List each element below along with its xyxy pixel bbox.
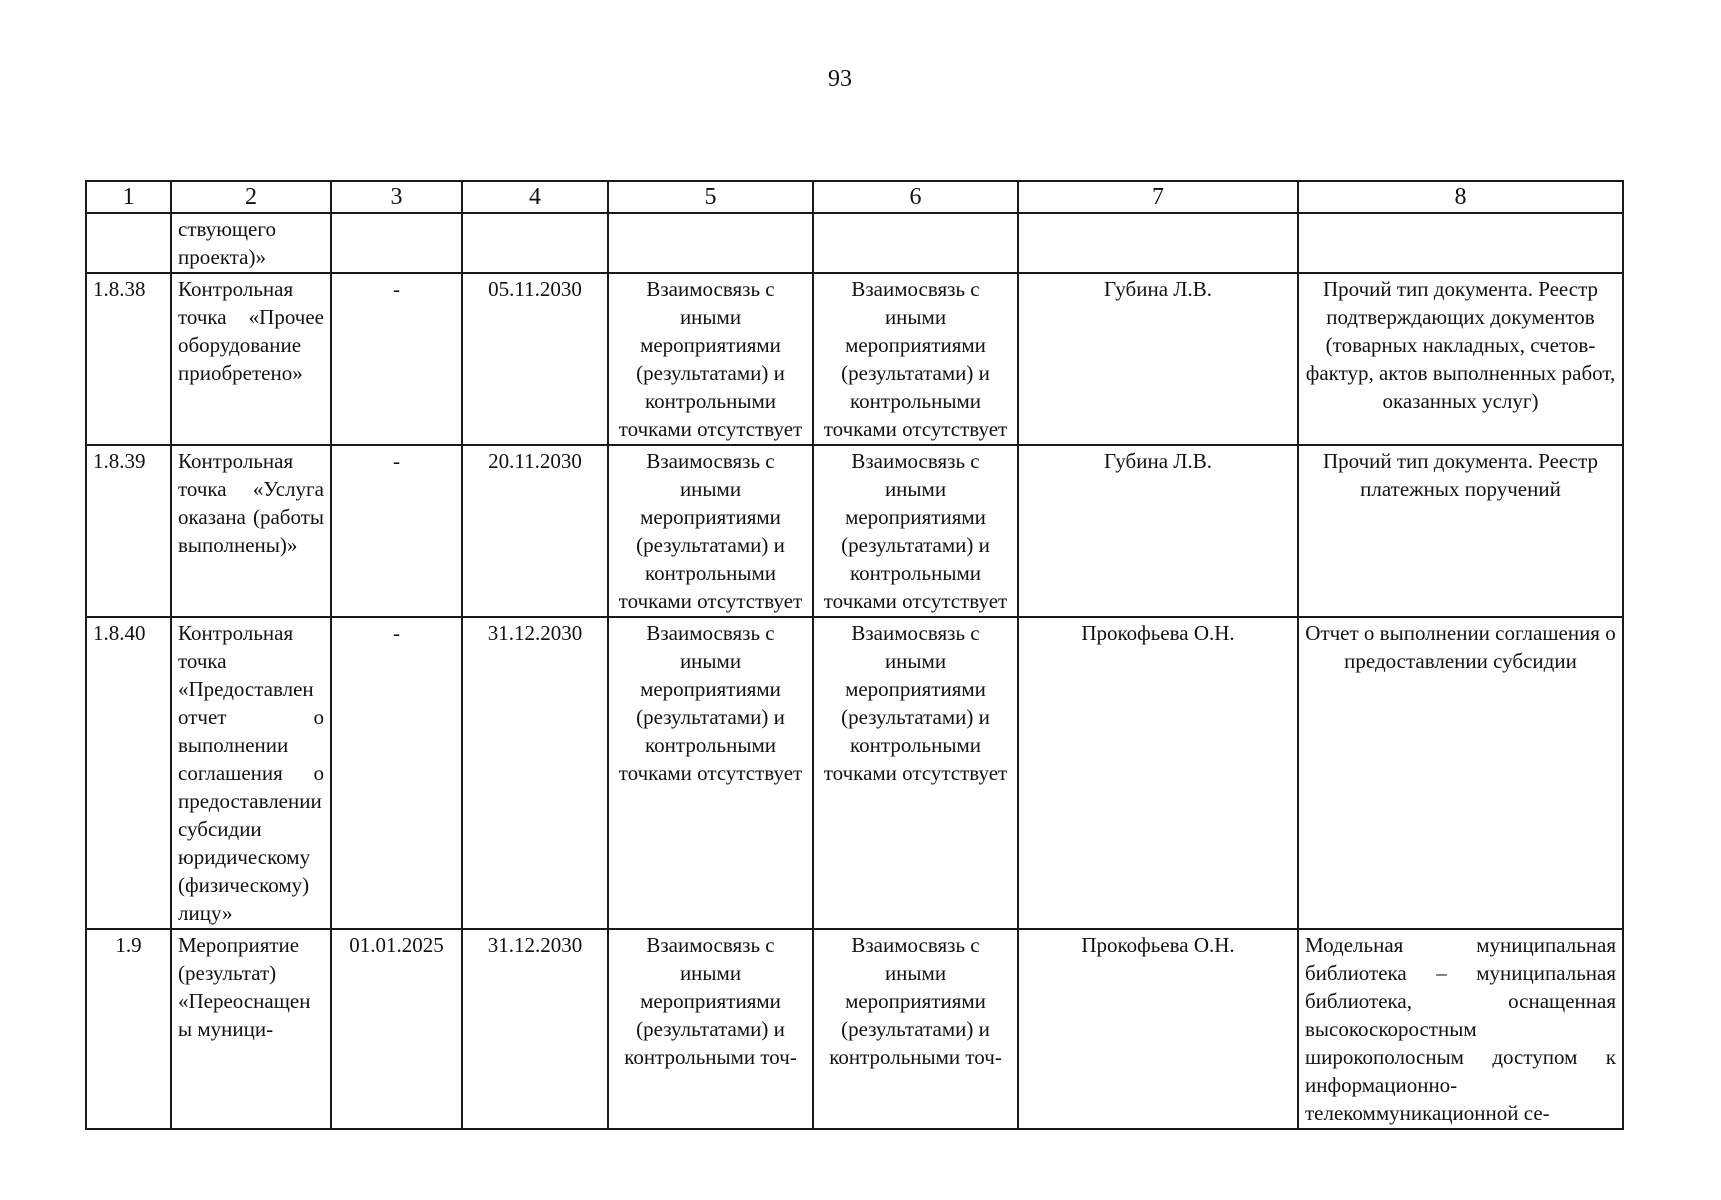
row-document [1298,213,1623,273]
row-number: 1.8.40 [86,617,171,929]
column-header: 5 [608,181,813,213]
table-row [86,445,1623,617]
row-responsible: Губина Л.В. [1018,273,1298,445]
row-start-date: - [331,273,462,445]
row-link-col5: Взаимосвязь с иными мероприятиями (результатами) и контрольными точками отсутствует [608,273,813,445]
row-start-date: 01.01.2025 [331,929,462,1129]
row-number: 1.9 [86,929,171,1129]
table-row [86,213,1623,273]
row-name: Контрольная точка «Прочее оборудование приобретено» [171,273,331,445]
row-start-date [331,213,462,273]
row-number: 1.8.38 [86,273,171,445]
row-end-date [462,213,608,273]
table-row [86,617,1623,929]
row-link-col6: Взаимосвязь с иными мероприятиями (результатами) и контрольными точками отсутствует [813,273,1018,445]
column-header: 2 [171,181,331,213]
row-start-date: - [331,617,462,929]
row-document: Прочий тип документа. Реестр платежных поручений [1298,445,1623,617]
row-responsible: Прокофьева О.Н. [1018,929,1298,1129]
column-header: 7 [1018,181,1298,213]
row-document: Отчет о выполнении соглашения о предоставлении субсидии [1298,617,1623,929]
row-end-date: 05.11.2030 [462,273,608,445]
row-link-col5: Взаимосвязь с иными мероприятиями (результатами) и контрольными точ- [608,929,813,1129]
table-row [86,929,1623,1129]
row-link-col6: Взаимосвязь с иными мероприятиями (результатами) и контрольными точ- [813,929,1018,1129]
page-number: 93 [828,66,852,92]
row-number [86,213,171,273]
table-row [86,273,1623,445]
row-link-col6 [813,213,1018,273]
row-document: Модельная муниципальная библиотека – муниципальная библиотека, оснащенная высокоскоростным широкополосным доступом к информационно-телекоммуникационной се- [1298,929,1623,1129]
column-header: 4 [462,181,608,213]
column-header: 8 [1298,181,1623,213]
row-link-col6: Взаимосвязь с иными мероприятиями (результатами) и контрольными точками отсутствует [813,445,1018,617]
plan-table [85,180,1624,1130]
row-link-col5: Взаимосвязь с иными мероприятиями (результатами) и контрольными точками отсутствует [608,617,813,929]
row-name: Контрольная точка «Предоставлен отчет о выполнении соглашения о предоставлении субсидии юридическому (физическому) лицу» [171,617,331,929]
column-header: 6 [813,181,1018,213]
row-link-col6: Взаимосвязь с иными мероприятиями (результатами) и контрольными точками отсутствует [813,617,1018,929]
row-link-col5: Взаимосвязь с иными мероприятиями (результатами) и контрольными точками отсутствует [608,445,813,617]
row-name: Контрольная точка «Услуга оказана (работы выполнены)» [171,445,331,617]
row-end-date: 31.12.2030 [462,929,608,1129]
row-responsible: Губина Л.В. [1018,445,1298,617]
row-name: Мероприятие (результат) «Переоснащены муници- [171,929,331,1129]
row-end-date: 20.11.2030 [462,445,608,617]
row-document: Прочий тип документа. Реестр подтверждающих документов (товарных накладных, счетов-фактур, актов выполненных работ, оказанных услуг) [1298,273,1623,445]
row-number: 1.8.39 [86,445,171,617]
row-responsible [1018,213,1298,273]
table-header-row [86,181,1623,213]
row-start-date: - [331,445,462,617]
row-responsible: Прокофьева О.Н. [1018,617,1298,929]
row-link-col5 [608,213,813,273]
column-header: 1 [86,181,171,213]
column-header: 3 [331,181,462,213]
row-name: ствующего проекта)» [171,213,331,273]
row-end-date: 31.12.2030 [462,617,608,929]
